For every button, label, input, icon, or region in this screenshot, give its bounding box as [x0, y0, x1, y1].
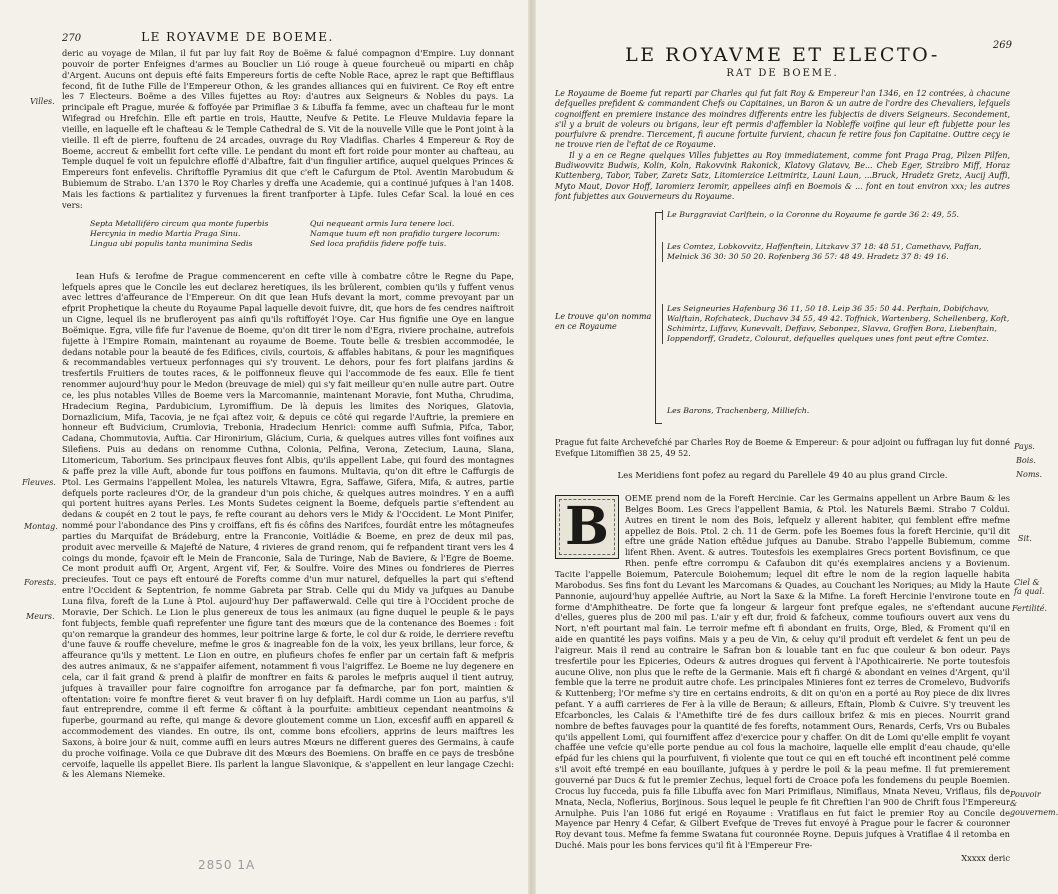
bracket-item-comtez: Les Comtez, Lobkovvitz, Haffenftein, Litzkavv 37 18: 48 51, Camethavv, Paffan, Melnick 36 30: 30 50 20. Rofenberg 36 57: 48 49. Hradetz 37 8: 49 16. [667, 242, 1010, 262]
poem-line: Qui nequeant armis Iura tenere loci. [310, 218, 455, 228]
poem-line: Sed loca prafidiis fidere poffe tuis. [310, 238, 447, 248]
margin-note-forests: Forests. [24, 578, 57, 587]
bracket-item-burggraviat: Le Burggraviat Carlftein, o la Coronne du Royaume fe garde 36 2: 49, 55. [667, 210, 1010, 220]
left-paragraph-1: deric au voyage de Milan, il fut par luy fait Roy de Boëme & falué compagnon d'Empire. Luy donnant pouvoir de porter Enfeignes d'armes au Bouclier un Lió rouge à queue fourcheuë ou miparti en châp d'Argent. Aucuns ont depuis efté faits Empereurs fortis de cefte Noble Race, aprez le rapt que Beftifflaus fecond, fit de Iuthe Fille de l'Empereur Othon, & les grandes alliances qui en fuivirent. Ce Roy eft entre les 7 Electeurs. Boëme a des Villes fujettes au Roy: d'autres aux Seigneurs & Nobles du pays. La principale eft Prague, murée & foffoyée par Primiflae 3 & Libuffa fa femme, avec un chafteau fur le mont Wifegrad ou Hrefchin. Elle eft partie en trois, Hautte, Neufve & Petite. Le Fleuve Muldavia fepare la vieille, en laquelle eft le chafteau & le Temple Cathedral de S. Vit de la nouvelle Ville que le Pont joint à la vieille. Il eft de pierre, fouftenu de 24 arcades, ouvrage du Roy Vladiflas. Charles 4 Empereur & Roy de Boeme, accreut & embellit fort cefte ville. Le pendant du mont eft fort roide pour monter au chafteau, au Temple duquel fe voit un fepulchre efloffé d'Albaftre, fait d'un fingulier artifice, auquel quelques Princes & Empereurs font enfevelis. Chriftoffle Pyramius dit que c'eft le Cafurgum de Ptol. Aventin Marobudum & Bubiemum de Strabo. L'an 1370 le Roy Charles y dreffa une Academie, qui a continué jufques à l'an 1408. Mais les factions & partialitez y furvenues la firent tranfporter à Lipfe. Iules Cefar Scal. la loué en ces vers: [62, 48, 514, 210]
decorated-initial [555, 495, 619, 559]
pencil-inventory-note: 2850 1A [198, 858, 256, 872]
poem-column-right [310, 219, 514, 249]
margin-note-pouvoir: Pouvoir & gouvernem. [1010, 790, 1058, 817]
left-running-head [62, 30, 514, 44]
main-text [555, 493, 1010, 851]
right-page-number: 269 [992, 40, 1012, 51]
right-page-subtitle: RAT DE BOEME. [726, 68, 839, 79]
margin-note-sit: Sit. [1018, 534, 1032, 543]
margin-note-fertilite: Fertilité. [1012, 604, 1048, 613]
margin-note-fleuves: Fleuves. [22, 478, 56, 487]
poem-line: Septa Metalliféro circum qua monte fuperbis [90, 218, 269, 228]
margin-note-villes: Villes. [30, 97, 55, 106]
left-page-number: 270 [62, 33, 82, 44]
bracket-label: Le trouve qu'on nomma en ce Royaume [555, 312, 652, 332]
intro-paragraph-1: Le Royaume de Boeme fut reparti par Charles qui fut fait Roy & Empereur l'an 1346, en 12 contrées, à chacune defquelles prefident & commandent Chefs ou Capitaines, un Baron & un autre de l'ordre des Chevaliers, lefquels cognoiffent en premiere instance des moindres differents entre les fubjectis de divers Seigneurs. Secondement, s'il y a bruit de voleurs ou brigans, leur eft permis d'affembler la Nobleffe voifine qui leur eft fubjette pour les pourfuivre & prendre. Tiercement, fi aucune fortuite furvient, chacun fe retire fous fon Capitaine. Outtre ceçy ie ne trouve rien de l'eftat de ce Royaume. [555, 89, 1010, 150]
poem-line: Lingua ubi populis tanta munimina Sedis [90, 238, 253, 248]
prague-note [555, 438, 1010, 459]
margin-note-bois: Bois. [1016, 456, 1036, 465]
left-running-title: LE ROYAVME DE BOEME. [141, 30, 334, 44]
left-paragraph-2: Iean Hufs & Ierofme de Prague commencerent en cefte ville à combatre côtre le Regne du Pape, lefquels apres que le Concile les eut declarez heretiques, ils les brûlerent, combien qu'ils y fuffent venus avec lettres d'affeurance de l'Empereur. On dit que Iean Hufs devant la mort, comme prevoyant par un efprit Prophetique la cheute du Royaume Papal laquelle devoit fuivre, dit, que hors de fes cendres naiftroit un Cigne, lequel ils ne brufleroyent pas ainfi qu'ils roftiffoyét l'Oye. Car Hus fignifie une Oye en langue Boëmique. Egra, ville fife fur l'avenue de Boeme, qu'on dit tirer le nom d'Egra, riviere prochaine, autrefois fujette à l'Empire Romain, maintenant au royaume de Boeme. Toute belle & tresbien accommodée, le dedans notable pour la beauté de fes Edifices, civils, courtois, & affables habitans, & pour les magnifiques & recommandables vertueux perfonnages qui s'y trouvent. Le dehors, pour fes fort plaifans jardins & tresfertils Fruitiers de toutes races, & le poiffonneux fleuve qui l'accommode de fes eaux. Elle fe tient renommer aujourd'huy pour le Medon (breuvage de miel) qui s'y fait meilleur qu'en nulle autre part. Outre ce, les plus notables Villes de Boeme vers la Marcomannie, maintenant Moravie, font Mutha, Chrudima, Hradecium Regina, Pardubicium, Lyromiffium. De là depuis les limites des Noriques, Glatovia, Dornazlicium, Mifa, Tacovia, je ne fçai aftez voir, & depuis ce côté qui regarde l'Auftrie, la premiere en honneur eft Budvicium, Crumlovia, Trebonia, Hradecium Henrici: comme auffi Sufmia, Pifca, Tabor, Cadana, Chommutovia, Auftia. Car Hironirium, Glácium, Curia, & quelques autres villes font voifines aux Silefiens. Puis au dedans on renomme Cuthna, Colonia, Pelfina, Verona, Zetecium, Launa, Slana, Litomericum, Taborium. Ses principaux fleuves font Albis, qu'ils appellent Labe, qui fourd des montagnes & paffe prez la ville Auft, abonde fur tous poiffons en faumons. Multavia, qu'on dit eftre le Caffurgis de Ptol. Les Germains l'appellent Molea, les naturels Vltawra, Egra, Saffawe, Gifera, Mifa, & autres, partie defquels porte racleures d'Or, de la grandeur d'un pois chiche, & quelques autres moindres. Y en a auffi qui portent huitres ayans Perles. Les Monts Sudetes ceignent la Boeme, defquels partie s'eftendent au dedans & coupét en 2 tout le pays, fe refte courant au dehors vers le Midy & l'Occident. Le Mont Pinifer, nommé pour l'abondance des Pins y croiffans, eft fis és côfins des Narifces, fourdât entre les môtagneufes parties du Marquifat de Brádeburg, entre la Franconie, Voitládie & Boeme, en prez de deux mil pas, produit avec merveille & Majefté de Nature, 4 rivieres de grand renom, qui fe refpandent tirant vers les 4 coings du monde, fçavoir eft le Mein de Franconie, Sala de Turinge, Nab de Baviere, & l'Egre de Boeme. Ce mont produit auffi Or, Argent, Argent vif, Fer, & Soulfre. Voire des Mines ou fondrieres de Pierres precieufes. Tout ce pays eft entouré de Forefts comme d'un mur naturel, defquelles la part qui s'eftend entre l'Occident & Septentrion, fe nomme Gabreta par Strab. Celle qui du Midy va jufques au Danube Luna filva, foreft de la Lune à Ptol. aujourd'huy Der paffawerwald. Celle qui tire à l'Occident proche de Moravie, Der Schich. Le Lion le plus genereux de tous les animaux (au figne duquel le peuple & le pays font fubjects, femble quafi reprefenter une figure tant des mœurs que de la contenance des Boemes : foit qu'on remarque la grandeur des hommes, leur poitrine large & forte, le col dur & roide, le derriere reveftu d'une fauve & rouffe chevelure, mefme le gros & inagreable fon de la voix, les yeux brillans, leur force, & affeurance qu'ils y mettent. Le Lion en outre, en plufieurs chofes fe enfler par un certain faft & mefpris des autres animaux, & ne s'appaifer aifement, notamment fi vous l'aigriffez. Le Boeme ne luy degenere en cela, car il fait grand & prend à plaifir de monftrer en faits & paroles le mefpris auquel il tient autruy, jufques à travailler pour faire cognoiftre fon arrogance par fa defmarche, par fon port, maintien & oftentation: voire fe monftre fieret & veut braver fi on luy defplaift. Hardi comme un Lion au parfus, s'il faut entreprendre, comme il eft ferme & côftant à la pourfuite: ambitieux cependant neantmoins & fuperbe, gourmand au refte, qui mange & devore gloutement comme un Lion, excesfif auffi en appareil & accommodement des viandes. En outre, ils ont, comme bons efcoliers, apprins de leurs maiftres les Saxons, à boire jour & nuit, comme auffi en leurs autres Mœurs ne different gueres des Germains, à caufe du proche voifinage. Voila ce que Dubrave dit des Mœurs des Boemiens. On braffe en ce pays de tresbône cervoife, laquelle ils appellet Biere. Ils parlent la langue Slavonique, & s'appellent en leur langage Czechi: & les Alemans Niemeke. [62, 270, 514, 780]
margin-note-ciel: Ciel & fa qual. [1014, 578, 1045, 596]
prague-note-text: Prague fut faite Archevefché par Charles Roy de Boeme & Empereur: & pour adjoint ou fuffragan luy fut donné Evefque Litomiffien 38 25, 49 52. [555, 438, 1010, 458]
right-main-paragraph: OEME prend nom de la Foreft Hercinie. Car les Germains appellent un Arbre Baum & les Belges Boom. Les Grecs l'appellent Bamia, & Ptol. les Naturels Bæmi. Strabo 7 Coldui. Autres en tirent le nom des Bois, lefquelz y allerent habiter, qui femblent effre mefme appellez de Bois. Ptol. 2 ch. 11 de Germ. pofe les Boemes fous la foreft Hercinie, qu'il dit eftre une gráde Nation eftêdue jufques au Danube. Strabo l'appelle Bubiemum, comme lifent Rhen. Avent. & autres. Toutesfois les exemplaires Grecs portent Bovisfinum, ce que Rhen. penfe eftre corrompu & Cafaubon dit qu'és exemplaires anciens y a Bovienum. Tacite l'appelle Boiemum, Patercule Boiohemum; lequel dit eftre le nom de la region laquelle habita Marobodus. Ses fins font du Levant les Marcomans & Quades, au Couchant les Noriques; au Midy la Haute Pannonie, aujourd'huy appellée Auftrie, au Nort la Saxe & la Mifne. La foreft Hercinie l'environe toute en forme d'Amphitheatre. De forte que fa longeur & largeur font prefque egales, ne s'eftendant aucune d'elles, gueres plus de 200 mil pas. L'air y eft dur, froid & fafcheux, comme toufiours ouvert aux vens du Nort, n'eft pourtant mal fain. Le terroir mefme eft fi abondant en fruits, Orge, Bled, & Froment qu'il en aide en quantité les pays voifins. Mais y a peu de Vin, & celuy qu'il produit eft verdelet & fent un peu de l'aigreur. Mais il rend au contraire le Safran bon & louable tant en fuc que couleur & bon odeur. Pays tresfertile pour les Epiceries, Odeurs & autres drogues qui fervent à l'Apothicairerie. Ne porte toutesfois aucune Olive, non plus que le refte de la Germanie. Mais eft fi chargé & abondant en veines d'Argent, qu'il femble que la terre ne produit autre chofe. Les principales Minieres font ez terres de Cromelevo, Budvorifs & Kuttenberg; l'Or mefme s'y tire en certains endroits, & dit on qu'on en a porté au Roy piece de dix livres pefant. Y a auffi carrieres de Fer à la ville de Beraun; & ailleurs, Eftain, Plomb & Cuivre. S'y treuvent les Efcarboncles, les Calais & l'Amethifte tiré de fes durs cailloux brifez & mis en pieces. Nourrit grand nombre de beftes fauvages pour la quantité de fes forefts, notamment Ours, Renards, Cerfs, Vrs ou Bubales qu'ils appellent Lomi, qui fourniffent affez d'exercice pour y chaffer. On dit de Lomi qu'elle emplit fe voyant chaffée une vefcie qu'elle porte pendue au col fous la machoire, laquelle elle emplit d'eau chaude, qu'elle efpád fur les chiens qui la pourfuivent, fi violente que tout ce qui en eft touché eft incontinent pelé comme s'il avoit efté trempé en eau bouillante, jufques à y perdre le poil & la peau mefme. Il fut premierement gouverné par Ducs & fut le premier Zechus, lequel forti de Croace pofa les fondemens du peuple Boemien. Crocus luy fucceda, puis fa fille Libuffa avec fon Mari Primiflaus, Nimiflaus, Mnata Neveu, Vriflaus, fils de Mnata, Necla, Noflerius, Borjinous. Sous lequel le peuple fe fit Chreftien l'an 900 de Chrift fous l'Empereur Arnulphe. Puis l'an 1086 fut erigé en Royaume : Vratiflaus en fut faict le premier Roy au Concile de Mayence par Henry 4 Cefar, & Gilbert Evefque de Treves fut envoyé à Prague pour le facrer & couronner Roy devant tous. Mefme fa femme Swatana fut couronnée Royne. Depuis jufques à Vratiflae 4 il retomba en Duché. Mais pour les bons fervices qu'il fit à l'Empereur Fre- [555, 493, 1011, 851]
margin-note-pays: Pays. [1014, 442, 1035, 451]
poem-column-left [90, 219, 294, 249]
poem-line: Hercynia in medio Martia Praga Sinu. [90, 228, 241, 238]
right-page-title: LE ROYAVME ET ELECTO- [625, 44, 940, 66]
bracket-brace [655, 212, 662, 424]
nobility-bracket [555, 208, 1010, 430]
right-page [532, 0, 1058, 894]
intro-paragraph-2: Il y a en ce Regne quelques Villes fubjettes au Roy immediatement, comme font Praga Prag, Pilzen Pilfen, Budiwovvitz Budwis, Kolin, Koln, Rakovvink Rakonick, Klatovy Glatavv, Be... Cheb Eger, Strzibro Miff, Horaz Kuttenberg, Tabor, Taber, Zaretz Satz, Litomierzice Leitmiritz, Launi Laun, ...Bruck, Hradetz Gretz, Aucij Auffi, Myto Maut, Dovor Hoff, Iaromierz Ieromir, appellees ainfi en Boemois & ... font en tout environ xxx; les autres font fubjettes aux Gouverneurs du Royaume. [555, 150, 1010, 201]
margin-note-montag: Montag. [24, 522, 58, 531]
catchword: deric [988, 852, 1010, 863]
bracket-item-seigneuries: Les Seigneuries Hafenburg 36 11, 50 18. Leip 36 35: 50 44. Perftain, Dobifchavv, Walftain, Rofchateck, Duchavv 34 55, 49 42. Toffnick, Wartenberg, Schellenberg, Koft, Schimirtz, Liffavv, Kunevvalt, Deffavv, Sebonpez, Slavva, Groffen Bora, Liebenftain, Ioppendorff, Gradetz, Colourat, defquelles quelques unes font peut eftre Comtez. [667, 304, 1010, 344]
poem-line: Namque tuum eft non prafidio turgere locorum: [310, 228, 500, 238]
meridiens-line: Les Meridiens font pofez au regard du Parellele 49 40 au plus grand Circle. [617, 471, 948, 482]
poem [90, 219, 514, 249]
signature-mark: Xxxxx [961, 852, 986, 863]
footer-line [555, 853, 1010, 863]
margin-note-meurs: Meurs. [26, 612, 55, 621]
intro-block [555, 89, 1010, 202]
margin-note-noms: Noms. [1016, 470, 1043, 479]
bracket-item-barons: Les Barons, Trachenberg, Milliefch. [667, 406, 810, 416]
initial-letter: B [565, 496, 609, 558]
